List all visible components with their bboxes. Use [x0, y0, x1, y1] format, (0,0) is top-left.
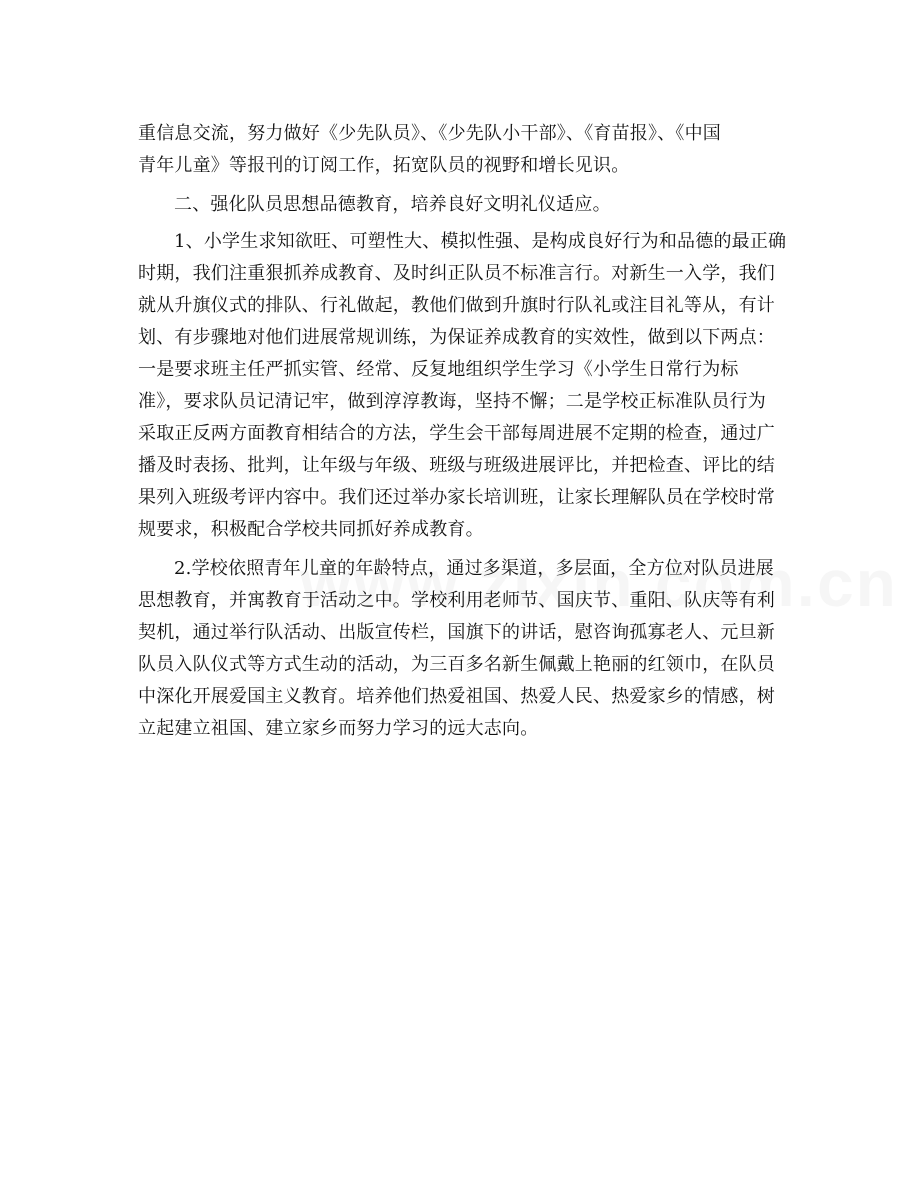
section-heading: 二、强化队员思想品德教育，培养良好文明礼仪适应。: [174, 194, 611, 215]
text-line: 时期，我们注重狠抓养成教育、及时纠正队员不标准言行。对新生一入学，我们: [138, 263, 775, 284]
text-line: 划、有步骤地对他们进展常规训练，为保证养成教育的实效性，做到以下两点：: [138, 327, 775, 348]
text-line: 2.学校依照青年儿童的年龄特点，通过多渠道，多层面，全方位对队员进展: [174, 558, 774, 579]
text-line: 中深化开展爱国主义教育。培养他们热爱祖国、热爱人民、热爱家乡的情感，树: [138, 686, 775, 707]
text-line: 准》，要求队员记清记牢，做到淳淳教诲，坚持不懈；二是学校正标准队员行为: [138, 391, 766, 412]
text-line: 1、小学生求知欲旺、可塑性大、模拟性强、是构成良好行为和品德的最正确: [174, 231, 787, 252]
text-line: 队员入队仪式等方式生动的活动，为三百多名新生佩戴上艳丽的红领巾，在队员: [138, 654, 775, 675]
text-line: 一是要求班主任严抓实管、经常、反复地组织学生学习《小学生日常行为标: [138, 359, 739, 380]
text-line: 就从升旗仪式的排队、行礼做起，教他们做到升旗时行队礼或注目礼等从，有计: [138, 295, 775, 316]
text-line: 立起建立祖国、建立家乡而努力学习的远大志向。: [138, 718, 539, 739]
text-line: 契机，通过举行队活动、出版宣传栏，国旗下的讲话，慰咨询孤寡老人、元旦新: [138, 622, 775, 643]
text-line: 播及时表扬、批判，让年级与年级、班级与班级进展评比，并把检查、评比的结: [138, 455, 775, 476]
text-line: 果列入班级考评内容中。我们还过举办家长培训班，让家长理解队员在学校时常: [138, 487, 775, 508]
text-line: 规要求，积极配合学校共同抓好养成教育。: [138, 519, 484, 540]
text-line: 青年儿童》等报刊的订阅工作，拓宽队员的视野和增长见识。: [138, 155, 630, 176]
text-line: 思想教育，并寓教育于活动之中。学校利用老师节、国庆节、重阳、队庆等有利: [138, 590, 775, 611]
text-line: 重信息交流，努力做好《少先队员》、《少先队小干部》、《育苗报》、《中国: [138, 123, 721, 144]
text-line: 采取正反两方面教育相结合的方法，学生会干部每周进展不定期的检查，通过广: [138, 423, 775, 444]
